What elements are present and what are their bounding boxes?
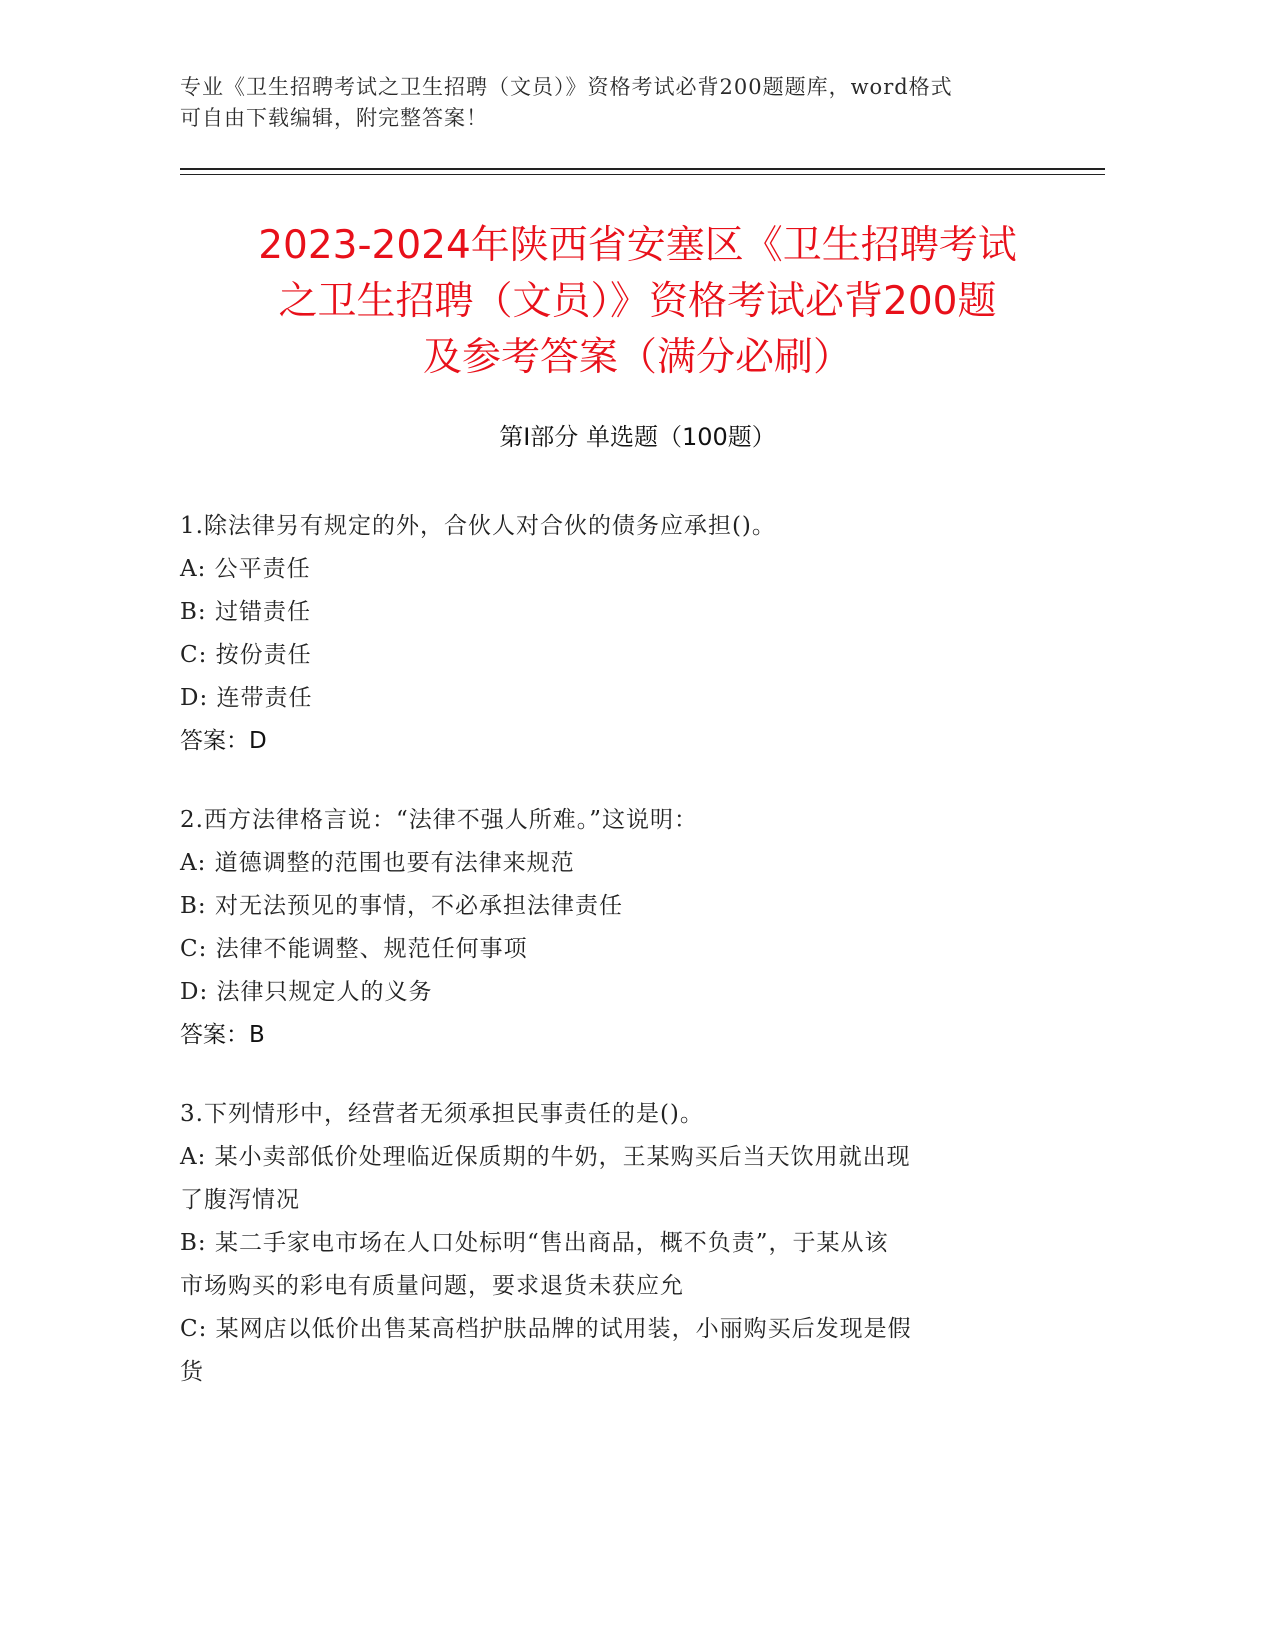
document-title: [160, 218, 1115, 386]
option-a-continued: 了腹泻情况: [180, 1187, 300, 1213]
answer: 答案：B: [180, 1022, 265, 1048]
question-stem: 3.下列情形中，经营者无须承担民事责任的是()。: [180, 1101, 704, 1127]
header-note: [180, 72, 1040, 134]
option-d: D: 法律只规定人的义务: [180, 979, 433, 1005]
option-c: C: 某网店以低价出售某高档护肤品牌的试用装，小丽购买后发现是假: [180, 1316, 912, 1342]
option-c-continued: 货: [180, 1359, 204, 1385]
option-b: B: 某二手家电市场在人口处标明“售出商品，概不负责”，于某从该: [180, 1230, 889, 1256]
option-a: A: 某小卖部低价处理临近保质期的牛奶，王某购买后当天饮用就出现: [180, 1144, 911, 1170]
question-list: [180, 505, 1040, 1430]
header-divider-thin: [180, 174, 1105, 175]
question-stem: 2.西方法律格言说：“法律不强人所难。”这说明：: [180, 807, 698, 833]
answer: 答案：D: [180, 728, 267, 754]
question-2: [180, 799, 1040, 1057]
option-b: B: 对无法预见的事情，不必承担法律责任: [180, 893, 623, 919]
option-d: D: 连带责任: [180, 685, 313, 711]
document-title-line-3: 及参考答案（满分必刷）: [422, 335, 852, 380]
option-c: C: 按份责任: [180, 642, 312, 668]
option-a: A: 道德调整的范围也要有法律来规范: [180, 850, 575, 876]
question-3: [180, 1093, 1040, 1394]
option-a: A: 公平责任: [180, 556, 311, 582]
question-stem: 1.除法律另有规定的外，合伙人对合伙的债务应承担()。: [180, 513, 776, 539]
header-note-line-1: 专业《卫生招聘考试之卫生招聘（文员）》资格考试必背200题题库，word格式: [180, 75, 953, 99]
question-1: [180, 505, 1040, 763]
document-title-line-1: 2023-2024年陕西省安塞区《卫生招聘考试: [258, 223, 1017, 268]
option-c: C: 法律不能调整、规范任何事项: [180, 936, 528, 962]
document-title-line-2: 之卫生招聘（文员）》资格考试必背200题: [278, 279, 997, 324]
header-note-line-2: 可自由下载编辑，附完整答案！: [180, 106, 488, 130]
option-b-continued: 市场购买的彩电有质量问题，要求退货未获应允: [180, 1273, 684, 1299]
option-b: B: 过错责任: [180, 599, 311, 625]
section-heading: 第Ⅰ部分 单选题（100题）: [499, 423, 776, 451]
header-divider-thick: [180, 168, 1105, 170]
